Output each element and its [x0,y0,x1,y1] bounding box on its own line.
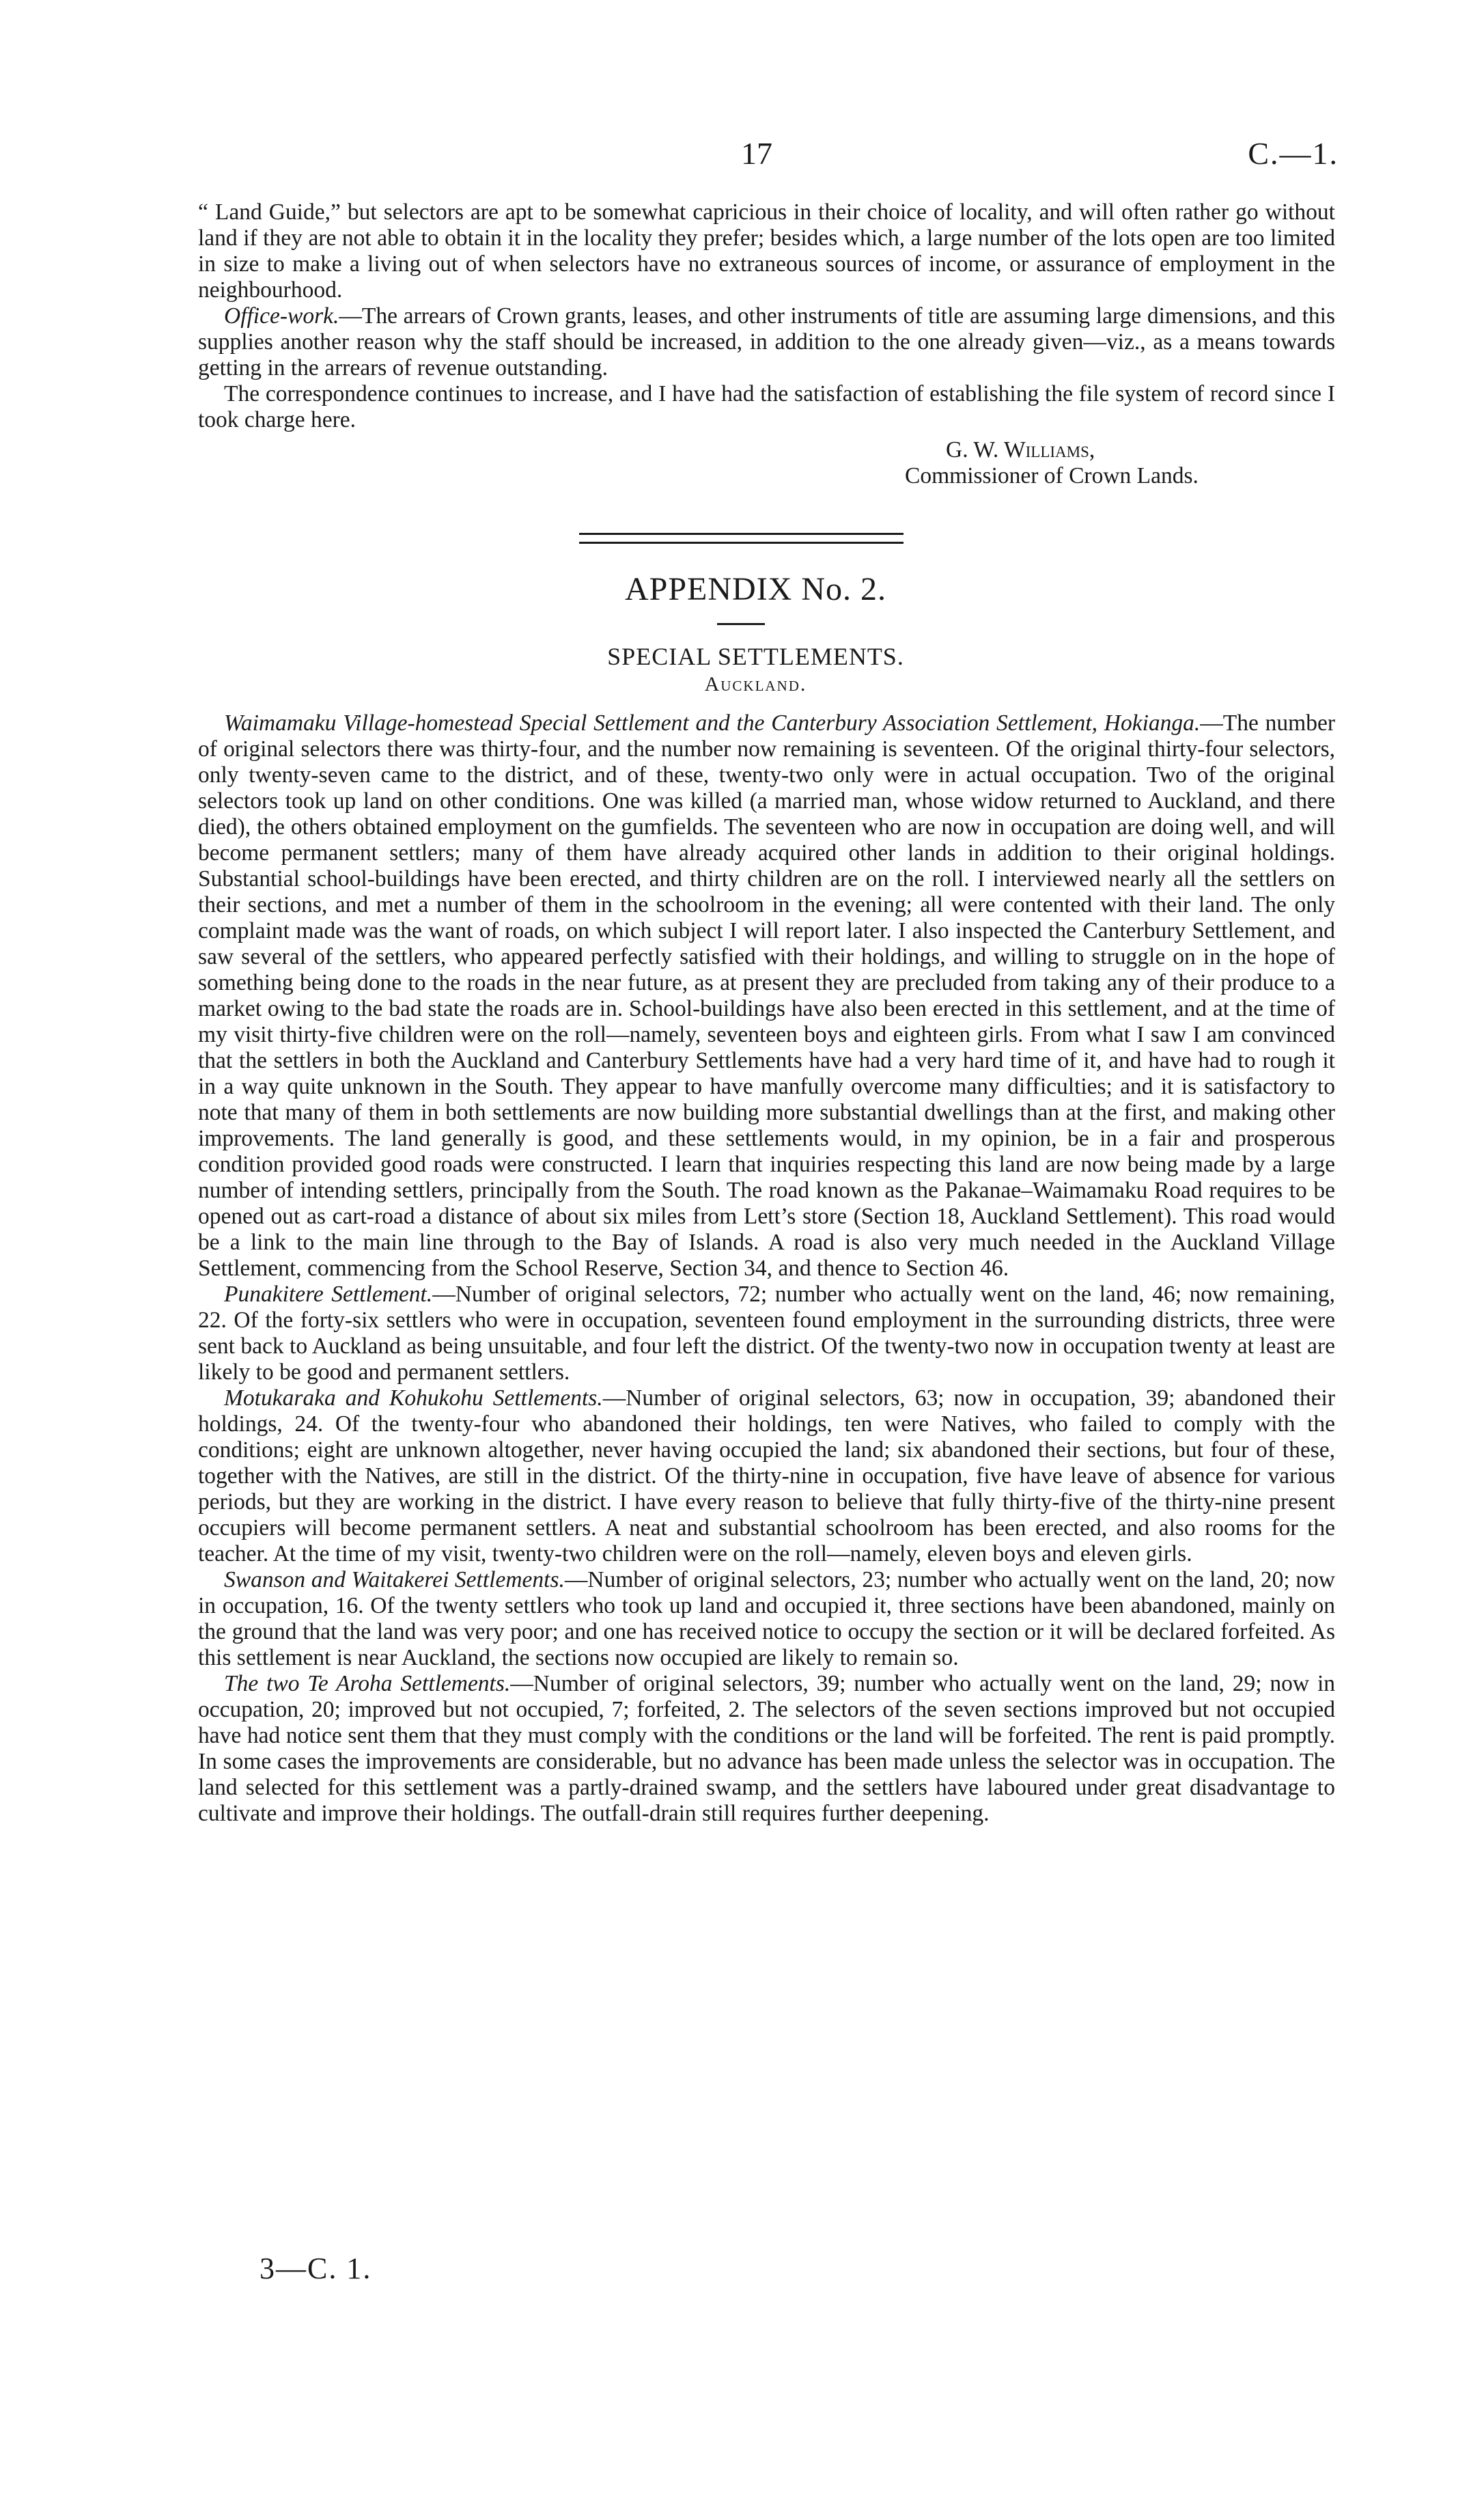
paragraph-text: —Number of original selectors, 63; now in occupation, 39; abandoned their holdings, 24. Of the twenty-four who abandoned their holdings, ten were Natives, who failed to comply with the conditions; eight are unknown altogether, never having occupied the land; six abandoned their sections, but four of these, together with the Natives, are still in the district. Of the thirty-nine in occupation, five have leave of absence for various periods, but they are working in the district. I have every reason to believe that fully thirty-five of the thirty-nine present occupiers will become permanent settlers. A neat and substantial schoolroom has been erected, and also rooms for the teacher. At the time of my visit, twenty-two children were on the roll—namely, eleven boys and eleven girls. [198,1385,1335,1566]
paragraph-lead: Office-work. [224,303,339,329]
paragraph-lead: Motukaraka and Kohukohu Settlements. [224,1385,603,1411]
paragraph-correspondence [198,381,1335,433]
paragraph-text: —The arrears of Crown grants, leases, and other instruments of title are assuming large dimensions, and this supplies another reason why the staff should be increased, in addition to the one already given—viz., as a means towards getting in the arrears of revenue outstanding. [198,303,1335,381]
commissioner-signature [905,437,1199,489]
paragraph-text: —The number of original selectors there was thirty-four, and the number now remaining is seventeen. Of the original thirty-four selectors, only twenty-seven came to the district, and of these, twenty-two only were in actual occupation. Two of the original selectors took up land on other conditions. One was killed (a married man, whose widow returned to Auckland, and there died), the others obtained employment on the gumfields. The seventeen who are now in occupation are doing well, and will become permanent settlers; many of them have already acquired other lands in addition to their original holdings. Substantial school-buildings have been erected, and thirty children are on the roll. I interviewed nearly all the settlers on their sections, and met a number of them in the schoolroom in the evening; all were contented with their land. The only complaint made was the want of roads, on which subject I will report later. I also inspected the Canterbury Settlement, and saw several of the settlers, who appeared perfectly satisfied with their holdings, and willing to struggle on in the hope of something being done to the roads in the near future, as at present they are precluded from taking any of their produce to a market owing to the bad state the roads are in. School-buildings have also been erected in this settlement, and at the time of my visit thirty-five children were on the roll—namely, seventeen boys and eighteen girls. From what I saw I am convinced that the settlers in both the Auckland and Canterbury Settlements have had a very hard time of it, and have had to rough it in a way quite unknown in the South. They appear to have manfully overcome many difficulties; and it is satisfactory to note that many of them in both settlements are now building more substantial dwellings than at the first, and making other improvements. The land generally is good, and these settlements would, in my opinion, be in a fair and prosperous condition provided good roads were constructed. I learn that inquiries respecting this land are now being made by a large number of intending settlers, principally from the South. The road known as the Pakanae–Waimamaku Road requires to be opened out as cart-road a distance of about six miles from Lett’s store (Section 18, Auckland Settlement). This road would be a link to the main line through to the Bay of Islands. A road is also very much needed in the Auckland Village Settlement, commencing from the School Reserve, Section 34, and thence to Section 46. [198,710,1336,1281]
paragraph-lead: Punakitere Settlement. [224,1282,433,1307]
paragraph-text: —Number of original selectors, 39; number who actually went on the land, 29; now in occupation, 20; improved but not occupied, 7; forfeited, 2. The selectors of the seven sections improved but not occupied have had notice sent them that they must comply with the conditions or the land will be forfeited. The rent is paid promptly. In some cases the improvements are considerable, but no advance has been made unless the selector was in occupation. The land selected for this settlement was a partly-drained swamp, and the settlers have laboured under great disadvantage to cultivate and improve their holdings. The outfall-drain still requires further deepening. [198,1671,1336,1826]
section-title: SPECIAL SETTLEMENTS. [607,643,904,670]
paragraph-lead: Swanson and Waitakerei Settlements. [224,1567,565,1592]
subsection-title: Auckland. [704,673,807,695]
settlements-text [198,710,1335,1827]
paragraph-swanson [198,1567,1335,1671]
appendix-title: APPENDIX No. 2. [624,571,886,607]
paragraph-te-aroha [198,1671,1335,1827]
paragraph-text: —Number of original selectors, 72; number who actually went on the land, 46; now remaining, 22. Of the forty-six settlers who were in occupation, seventeen found employment in the surrounding districts, three were sent back to Auckland as being unsuitable, and four left the district. Of the twenty-two now in occupation twenty at least are likely to be good and permanent settlers. [198,1282,1335,1385]
paragraph-punakitere [198,1282,1335,1385]
document-reference: C.—1. [1248,136,1339,171]
paragraph-lead: Waimamaku Village-homestead Special Settlement and the Canterbury Association Settlement, Hokianga. [224,710,1201,736]
paragraph-text: “ Land Guide,” but selectors are apt to be somewhat capricious in their choice of locality, and will often rather go without land if they are not able to obtain it in the locality they prefer; besides which, a large number of the lots open are too limited in size to make a living out of when selectors have no extraneous sources of income, or assurance of employment in the neighbourhood. [198,199,1335,303]
continuation-text [198,199,1335,433]
section-divider [579,533,904,544]
paragraph-waimamaku [198,710,1335,1282]
paragraph-office-work [198,303,1335,381]
page-header [198,135,1339,176]
paragraph-text: The correspondence continues to increase, and I have had the satisfaction of establishing the file system of record since I took charge here. [198,381,1335,432]
page-number: 17 [741,136,772,171]
signature-title: Commissioner of Crown Lands. [905,463,1199,488]
signature-name: G. W. Williams, [946,437,1095,462]
paragraph-lead: The two Te Aroha Settlements. [224,1671,511,1696]
paragraph-motukaraka [198,1385,1335,1567]
paragraph-text: —Number of original selectors, 23; number who actually went on the land, 20; now in occupation, 16. Of the twenty settlers who took up land and occupied it, three sections have been abandoned, mainly on the ground that the land was very poor; and one has received notice to occupy the section or it will be declared forfeited. As this settlement is near Auckland, the sections now occupied are likely to remain so. [198,1567,1335,1670]
paragraph-land-guide [198,199,1335,303]
title-underline [717,623,765,625]
printer-signature-mark: 3—C. 1. [260,2252,372,2285]
